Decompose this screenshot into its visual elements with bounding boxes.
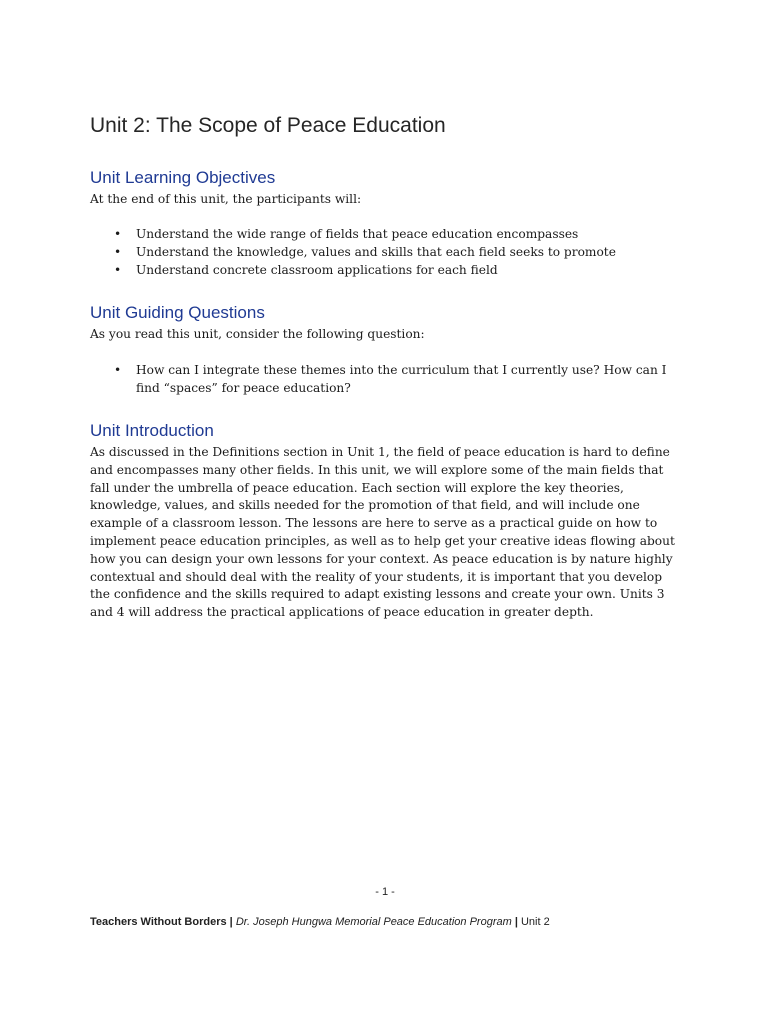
objective-text: Understand concrete classroom applications for each field (136, 262, 498, 277)
bullet-icon: • (114, 244, 122, 259)
list-item (90, 244, 680, 262)
list-item (90, 262, 680, 280)
bullet-icon: • (114, 363, 122, 377)
guiding-intro: As you read this unit, consider the following question: (90, 327, 425, 341)
introduction-heading: Unit Introduction (90, 421, 214, 440)
objectives-intro: At the end of this unit, the participants will: (90, 192, 362, 206)
footer-unit: Unit 2 (520, 916, 550, 928)
introduction-body: As discussed in the Definitions section in Unit 1, the field of peace education is hard to define and encompasses many other fields. In this unit, we will explore some of the main fields that fall under the umbrella of peace education. Each section will explore the key theories, knowledge, values, and skills needed for the promotion of that field, and will include one example of a classroom lesson. The lessons are here to serve as a practical guide on how to implement peace education principles, as well as to help get your creative ideas flowing about how you can design your own lessons for your context. As peace education is by nature highly contextual and should deal with the reality of your students, it is important that you develop the confidence and the skills required to adapt existing lessons and create your own. Units 3 and 4 will address the practical applications of peace education in greater depth. (90, 445, 675, 620)
bullet-icon: • (114, 227, 122, 241)
objectives-heading: Unit Learning Objectives (90, 168, 276, 187)
footer-org: Teachers Without Borders (90, 916, 227, 928)
guiding-heading: Unit Guiding Questions (90, 303, 265, 322)
page-footer (90, 916, 550, 928)
footer-separator: | (514, 916, 518, 928)
footer-program: Dr. Joseph Hungwa Memorial Peace Education Program (235, 916, 512, 928)
objective-text: Understand the knowledge, values and skills that each field seeks to promote (136, 244, 616, 259)
page-number: - 1 - (375, 886, 395, 898)
list-item (90, 362, 680, 398)
objectives-list (90, 226, 680, 279)
bullet-icon: • (114, 262, 122, 277)
list-item (90, 226, 680, 244)
footer-separator: | (229, 916, 233, 928)
objective-text: Understand the wide range of fields that peace education encompasses (136, 227, 579, 241)
guiding-list (90, 362, 680, 398)
question-text: How can I integrate these themes into the curriculum that I currently use? How can I find “spaces” for peace education? (136, 363, 667, 395)
page-title: Unit 2: The Scope of Peace Education (90, 114, 446, 137)
